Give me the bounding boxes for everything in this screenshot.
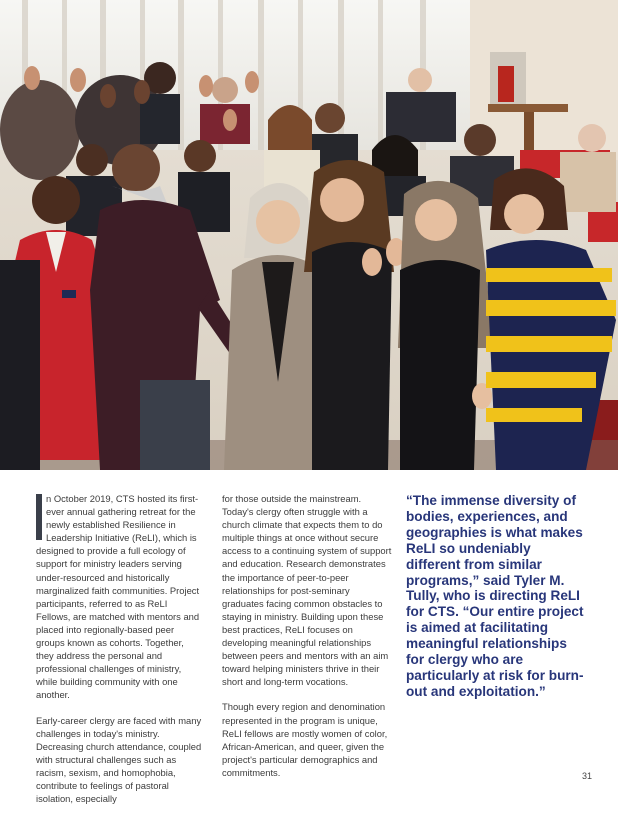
article-paragraph: for those outside the mainstream. Today's clergy often struggle with a church climate that expects them to do multiple things at once without secure access to a continuing system of support and education. Research demonstrates the importance of peer-to-peer relationships for post-seminary graduates facing common obstacles to staying in ministry. Building upon these best practices, ReLI focuses on developing meaningful relationships between peers and mentors with an aim toward helping ministers thrive in their short and long-term vocations. <box>222 493 392 688</box>
paragraph-text: n October 2019, CTS hosted its first-ever annual gathering retreat for the newly established Resilience in Leadership Initiative (ReLI), which is designed to provide a full ecology of support for ministry leaders serving under-resourced and historically marginalized faith communities. Project participants, referred to as ReLI Fellows, are matched with mentors and placed into regionally-based peer groups known as cohorts. Together, they address the personal and professional challenges of ministry, while building community with one another. <box>36 493 200 701</box>
article-column-2 <box>222 492 392 791</box>
drop-cap <box>36 494 42 540</box>
pull-quote: “The immense diversity of bodies, experiences, and geographies is what makes ReLI so undeniably different from similar programs,” said Tyler M. Tully, who is directing ReLI for CTS. “Our entire project is aimed at facilitating meaningful relationships for clergy who are particularly at risk for burn-out and exploitation.” <box>406 493 584 699</box>
page-number: 31 <box>582 771 593 781</box>
article-paragraph: Early-career clergy are faced with many challenges in today's ministry. Decreasing church attendance, coupled with structural challenges such as racism, sexism, and homophobia, contribute to feelings of pastoral isolation, especially <box>36 714 202 805</box>
article-paragraph: Though every region and denomination represented in the program is unique, ReLI fellows are mostly women of color, African-American, and queer, given the project's particular demographics and commitments. <box>222 701 388 778</box>
article-column-1 <box>36 492 204 817</box>
article-paragraph <box>36 492 204 702</box>
